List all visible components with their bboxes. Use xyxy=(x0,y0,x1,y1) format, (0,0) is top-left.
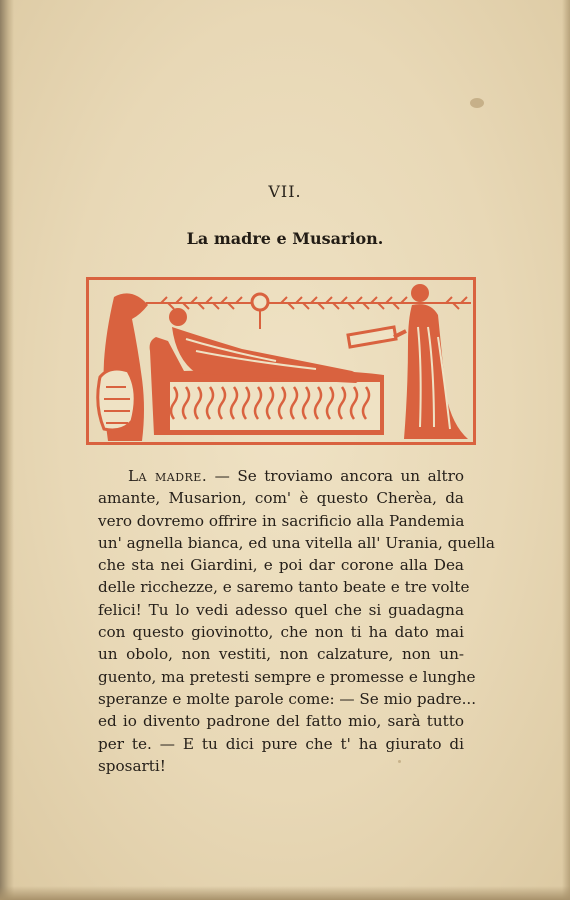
left-attendant-figure xyxy=(98,293,148,441)
woodcut-illustration xyxy=(86,277,476,445)
page-edge-bottom xyxy=(0,886,570,900)
text-line: La madre. — Se troviamo ancora un altro xyxy=(127,467,464,485)
book-spine-shadow xyxy=(0,0,14,900)
text-line: speranze e molte parole come: — Se mio padre... xyxy=(98,689,477,708)
hanging-lamp xyxy=(252,294,268,310)
text-line: ed io divento padrone del fatto mio, sarà tutto xyxy=(98,712,464,731)
text-line: felici! Tu lo vedi adesso quel che si guadagna xyxy=(98,600,464,619)
foxing-spot xyxy=(470,98,484,108)
text-line: che sta nei Giardini, e poi dar corone alla Dea xyxy=(98,556,464,575)
text-line: amante, Musarion, com' è questo Cherèa, da xyxy=(98,489,464,508)
text-line: un obolo, non vestiti, non calzature, non un- xyxy=(98,645,464,664)
text-line: per te. — E tu dici pure che t' ha giurato di xyxy=(98,734,464,753)
text-line: delle ricchezze, e saremo tanto beate e tre volte xyxy=(98,578,470,597)
chapter-title: La madre e Musarion. xyxy=(186,229,384,248)
text-line: guento, ma pretesti sempre e promesse e lunghe xyxy=(98,667,476,686)
text-line: sposarti! xyxy=(98,756,166,775)
speaker-name: La madre. xyxy=(127,467,208,485)
text-line: con questo giovinotto, che non ti ha dato mai xyxy=(98,623,464,642)
text-line: un' agnella bianca, ed una vitella all' Urania, quella xyxy=(98,533,495,552)
text-line: vero dovremo offrire in sacrificio alla Pandemia xyxy=(98,511,465,530)
page-edge-right xyxy=(562,0,570,900)
dialogue-paragraph xyxy=(98,465,495,777)
reclining-woman-figure xyxy=(169,308,360,383)
chapter-number: VII. xyxy=(268,182,302,201)
